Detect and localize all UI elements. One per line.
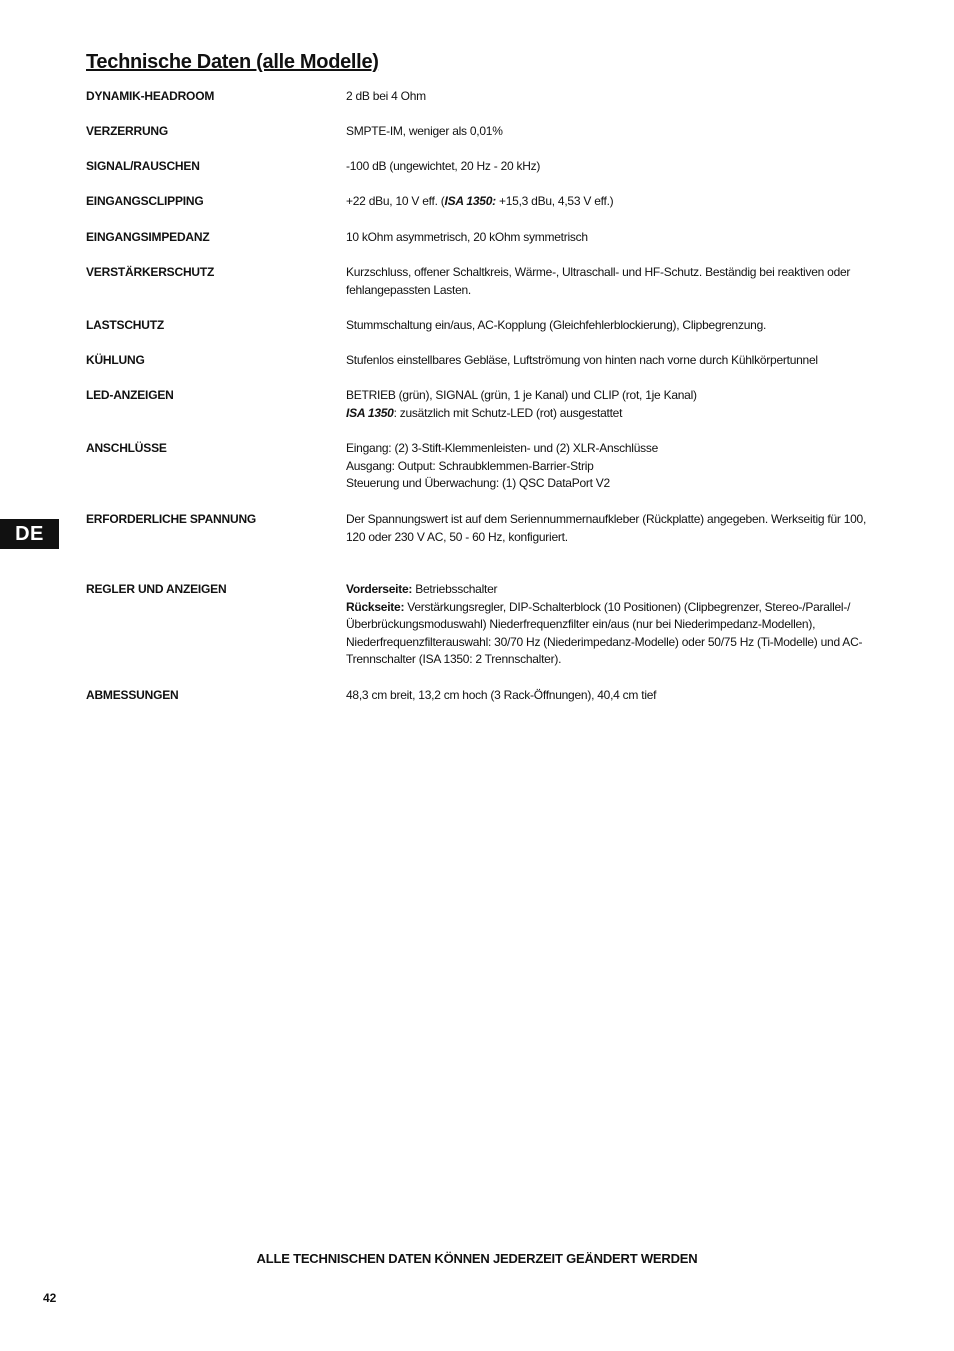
spec-label: ERFORDERLICHE SPANNUNG: [86, 512, 257, 526]
spec-label: VERZERRUNG: [86, 124, 169, 138]
spec-label: ABMESSUNGEN: [86, 688, 179, 702]
spec-value: [346, 158, 886, 176]
spec-label: LASTSCHUTZ: [86, 318, 164, 332]
language-tab-de: DE: [0, 519, 59, 549]
spec-value-text: Ausgang: Output: Schraubklemmen-Barrier-Strip: [346, 458, 594, 473]
spec-value-text: : zusätzlich mit Schutz-LED (rot) ausgestattet: [393, 405, 623, 420]
spec-value-line: [346, 193, 886, 211]
spec-label: LED-ANZEIGEN: [86, 388, 174, 402]
spec-value-text: Rückseite:: [346, 599, 405, 614]
spec-value-text: Stufenlos einstellbares Gebläse, Luftströmung von hinten nach vorne durch Kühlkörpertunnel: [346, 353, 818, 367]
spec-value-line: [346, 581, 886, 599]
page-title: Technische Daten (alle Modelle): [86, 51, 379, 73]
spec-label: REGLER UND ANZEIGEN: [86, 582, 227, 596]
spec-value: [346, 440, 886, 493]
spec-value-text: Niederfrequenzfilterauswahl: 30/70 Hz (Niederimpedanz-Modelle) oder 50/75 Hz (Ti-Modelle) und AC-: [346, 634, 863, 649]
spec-value-line: [346, 264, 886, 282]
spec-value-line: [346, 511, 886, 529]
spec-label: KÜHLUNG: [86, 353, 145, 367]
footer-note: ALLE TECHNISCHEN DATEN KÖNNEN JEDERZEIT GEÄNDERT WERDEN: [256, 1251, 698, 1266]
spec-value-text: +15,3 dBu, 4,53 V eff.): [495, 194, 614, 208]
spec-value: [346, 88, 886, 106]
spec-value-line: [346, 352, 886, 370]
spec-value: [346, 581, 886, 669]
spec-value: [346, 264, 886, 299]
spec-label: SIGNAL/RAUSCHEN: [86, 159, 200, 173]
spec-value-text: Kurzschluss, offener Schaltkreis, Wärme-, Ultraschall- und HF-Schutz. Beständig bei reaktiven oder: [346, 265, 851, 279]
spec-label: ANSCHLÜSSE: [86, 441, 167, 455]
spec-value-line: [346, 634, 886, 652]
spec-value-text: Stummschaltung ein/aus, AC-Kopplung (Gleichfehlerblockierung), Clipbegrenzung.: [346, 318, 767, 332]
spec-label: EINGANGSIMPEDANZ: [86, 230, 210, 244]
spec-value-line: [346, 317, 886, 335]
spec-value-text: Der Spannungswert ist auf dem Seriennummernaufkleber (Rückplatte) angegeben. Werkseitig für 100,: [346, 512, 867, 526]
spec-value-text: SMPTE-IM, weniger als 0,01%: [346, 124, 503, 138]
spec-value-text: ISA 1350:: [444, 194, 496, 208]
spec-value: [346, 317, 886, 335]
spec-value-text: Eingang: (2) 3-Stift-Klemmenleisten- und (2) XLR-Anschlüsse: [346, 441, 659, 455]
spec-value-text: BETRIEB (grün), SIGNAL (grün, 1 je Kanal) und CLIP (rot, 1je Kanal): [346, 388, 697, 402]
spec-label: VERSTÄRKERSCHUTZ: [86, 265, 215, 279]
spec-value-text: Trennschalter (ISA 1350: 2 Trennschalter).: [346, 652, 562, 666]
spec-value-line: [346, 123, 886, 141]
spec-value-line: [346, 475, 886, 493]
spec-value-text: 10 kOhm asymmetrisch, 20 kOhm symmetrisch: [346, 230, 588, 244]
spec-value-line: [346, 405, 886, 423]
spec-value: [346, 352, 886, 370]
spec-value: [346, 123, 886, 141]
spec-value-line: [346, 158, 886, 176]
spec-value-text: Überbrückungsmoduswahl) Niederfrequenzfilter ein/aus (nur bei Niederimpedanz-Modellen),: [346, 617, 816, 631]
spec-value-line: [346, 440, 886, 458]
spec-value-line: [346, 529, 886, 547]
spec-value-line: [346, 282, 886, 300]
spec-value-text: Vorderseite:: [346, 582, 413, 596]
spec-value-text: 48,3 cm breit, 13,2 cm hoch (3 Rack-Öffnungen), 40,4 cm tief: [346, 688, 657, 702]
spec-label: DYNAMIK-HEADROOM: [86, 89, 215, 103]
spec-value-line: [346, 599, 886, 617]
spec-value-line: [346, 88, 886, 106]
spec-value-text: +22 dBu, 10 V eff. (: [346, 194, 445, 208]
spec-value-text: Betriebsschalter: [412, 582, 498, 596]
spec-value-text: ISA 1350: [346, 405, 394, 420]
page-number: 42: [43, 1291, 57, 1305]
spec-value: [346, 387, 886, 422]
spec-value: [346, 229, 886, 247]
spec-value-line: [346, 458, 886, 476]
spec-value: [346, 511, 886, 546]
spec-value-text: fehlangepassten Lasten.: [346, 282, 472, 297]
spec-value-line: [346, 229, 886, 247]
spec-value-text: Steuerung und Überwachung: (1) QSC DataPort V2: [346, 476, 610, 490]
spec-value-line: [346, 387, 886, 405]
spec-value-text: -100 dB (ungewichtet, 20 Hz - 20 kHz): [346, 159, 541, 173]
spec-value-text: Verstärkungsregler, DIP-Schalterblock (10 Positionen) (Clipbegrenzer, Stereo-/Parallel-/: [404, 599, 851, 614]
spec-value-line: [346, 616, 886, 634]
spec-value-line: [346, 651, 886, 669]
spec-value-line: [346, 687, 886, 705]
spec-value: [346, 687, 886, 705]
spec-value-text: 120 oder 230 V AC, 50 - 60 Hz, konfiguriert.: [346, 529, 568, 544]
spec-value: [346, 193, 886, 211]
spec-value-text: 2 dB bei 4 Ohm: [346, 89, 426, 103]
spec-label: EINGANGSCLIPPING: [86, 194, 204, 208]
